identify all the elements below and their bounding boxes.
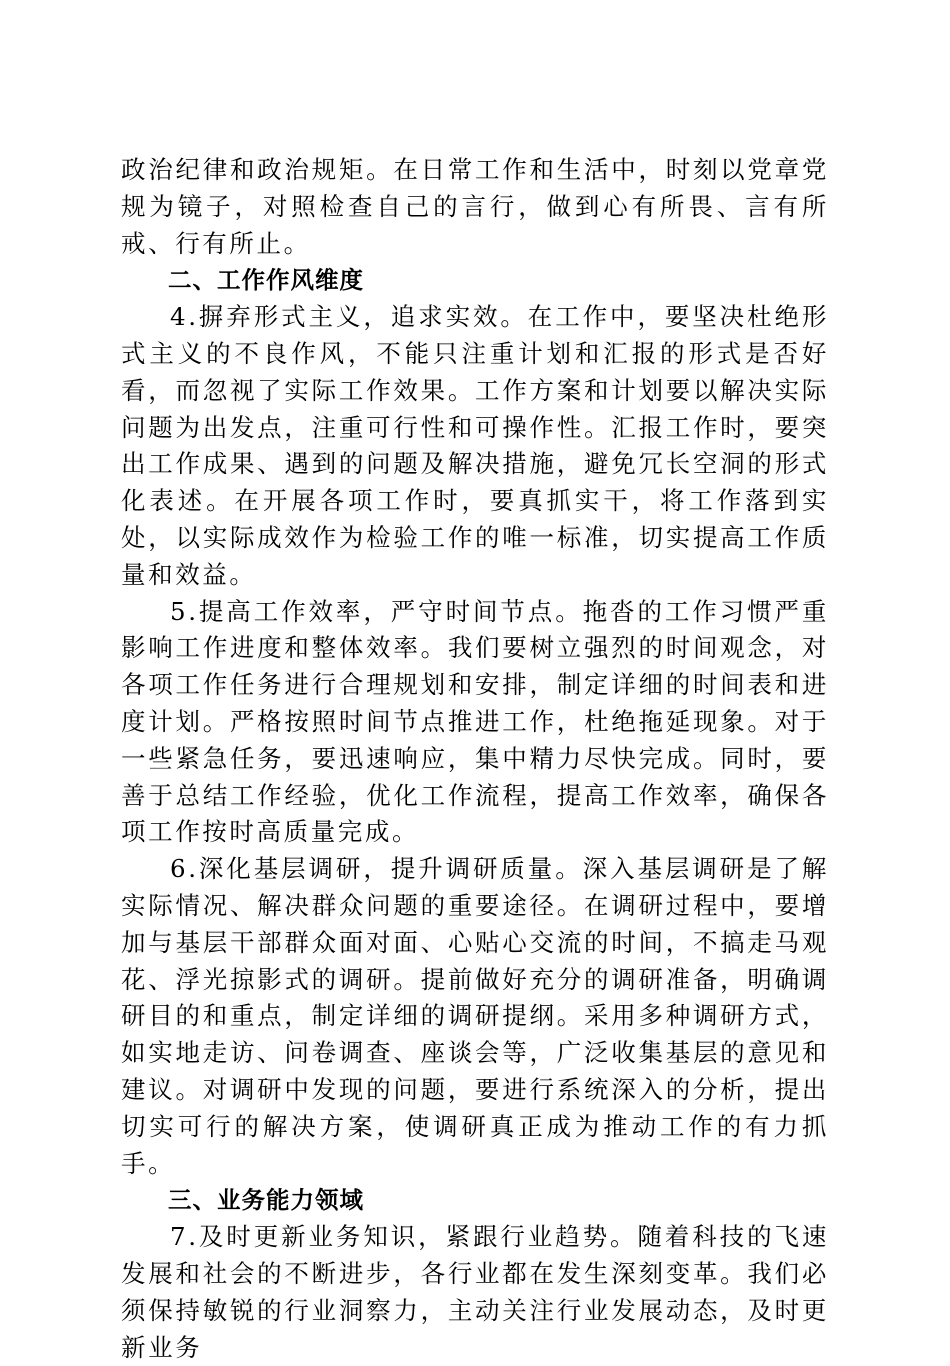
section-heading-work-style: 二、工作作风维度 xyxy=(168,266,364,295)
paragraph-item-4: 4.摒弃形式主义，追求实效。在工作中，要坚决杜绝形式主义的不良作风，不能只注重计划和汇报的形式是否好看，而忽视了实际工作效果。工作方案和计划要以解决实际问题为出发点，注重可行性和可操作性。汇报工作时，要突出工作成果、遇到的问题及解决措施，避免冗长空洞的形式化表述。在开展各项工作时，要真抓实干，将工作落到实处，以实际成效作为检验工作的唯一标准，切实提高工作质量和效益。 xyxy=(121,302,829,589)
document-body xyxy=(121,152,829,1366)
paragraph-item-7: 7.及时更新业务知识，紧跟行业趋势。随着科技的飞速发展和社会的不断进步，各行业都在发生深刻变革。我们必须保持敏锐的行业洞察力，主动关注行业发展动态，及时更新业务 xyxy=(121,1222,829,1362)
paragraph-item-5: 5.提高工作效率，严守时间节点。拖沓的工作习惯严重影响工作进度和整体效率。我们要树立强烈的时间观念，对各项工作任务进行合理规划和安排，制定详细的时间表和进度计划。严格按照时间节点推进工作，杜绝拖延现象。对于一些紧急任务，要迅速响应，集中精力尽快完成。同时，要善于总结工作经验，优化工作流程，提高工作效率，确保各项工作按时高质量完成。 xyxy=(121,596,829,847)
paragraph-continuation: 政治纪律和政治规矩。在日常工作和生活中，时刻以党章党规为镜子，对照检查自己的言行，做到心有所畏、言有所戒、行有所止。 xyxy=(121,155,829,258)
section-heading-business-ability: 三、业务能力领域 xyxy=(168,1186,364,1215)
paragraph-item-6: 6.深化基层调研，提升调研质量。深入基层调研是了解实际情况、解决群众问题的重要途径。在调研过程中，要增加与基层干部群众面对面、心贴心交流的时间，不搞走马观花、浮光掠影式的调研。提前做好充分的调研准备，明确调研目的和重点，制定详细的调研提纲。采用多种调研方式，如实地走访、问卷调查、座谈会等，广泛收集基层的意见和建议。对调研中发现的问题，要进行系统深入的分析，提出切实可行的解决方案，使调研真正成为推动工作的有力抓手。 xyxy=(121,854,829,1178)
